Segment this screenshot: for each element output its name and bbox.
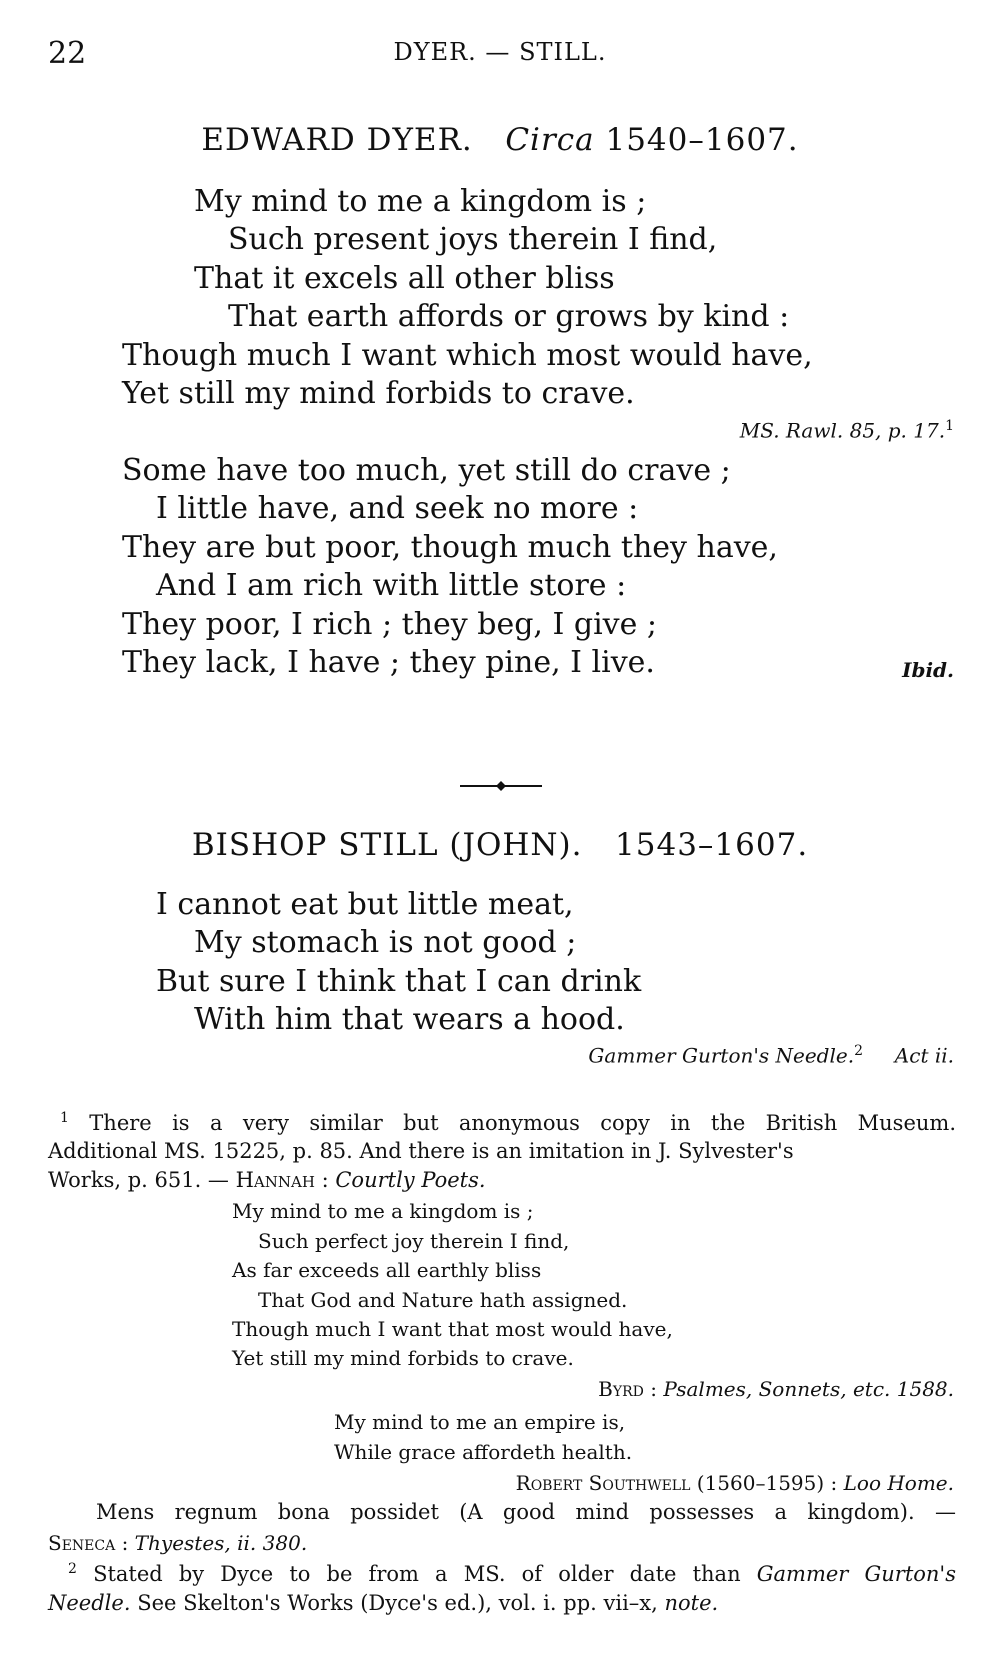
page-number: 22: [48, 36, 87, 71]
southwell-attribution: Robert Southwell (1560–1595) : Loo Home.: [515, 1471, 954, 1495]
dyer-line-12: They lack, I have ; they pine, I live.: [122, 645, 655, 680]
footnote-1-line-3: Works, p. 651. — Hannah : Courtly Poets.: [48, 1168, 486, 1192]
byrd-line-1: My mind to me a kingdom is ;: [232, 1199, 534, 1223]
still-line-1: I cannot eat but little meat,: [156, 887, 574, 922]
dyer-line-8: I little have, and seek no more :: [156, 491, 639, 526]
seneca-line: Mens regnum bona possidet (A good mind possesses a kingdom). —: [96, 1500, 956, 1524]
dyer-line-6: Yet still my mind forbids to crave.: [122, 376, 635, 411]
southwell-line-1: My mind to me an empire is,: [334, 1410, 626, 1434]
dyer-source-2: Ibid.: [902, 658, 954, 682]
dyer-name: EDWARD DYER.: [201, 122, 473, 158]
dyer-dates: 1540–1607.: [605, 122, 799, 158]
byrd-line-2: Such perfect joy therein I find,: [258, 1229, 570, 1253]
still-line-3: But sure I think that I can drink: [156, 964, 642, 999]
dyer-source-1: MS. Rawl. 85, p. 17.$^1$: [739, 418, 954, 443]
dyer-line-7: Some have too much, yet still do crave ;: [122, 453, 731, 488]
footnote-ref-2[interactable]: 2: [854, 1043, 863, 1059]
dyer-line-9: They are but poor, though much they have,: [122, 530, 778, 565]
byrd-line-3: As far exceeds all earthly bliss: [232, 1258, 542, 1282]
dyer-line-3: That it excels all other bliss: [194, 261, 615, 296]
dyer-line-4: That earth affords or grows by kind :: [228, 299, 790, 334]
byrd-line-6: Yet still my mind forbids to crave.: [232, 1346, 574, 1370]
still-line-4: With him that wears a hood.: [194, 1002, 625, 1037]
dyer-line-11: They poor, I rich ; they beg, I give ;: [122, 607, 658, 642]
dyer-title: [0, 122, 1000, 158]
dyer-circa: Circa: [505, 122, 595, 158]
still-act: Act ii.: [894, 1043, 954, 1068]
footnote-ref-1[interactable]: 1: [945, 418, 954, 434]
still-name: BISHOP STILL (JOHN).: [191, 827, 583, 863]
dyer-line-2: Such present joys therein I find,: [228, 222, 718, 257]
footnote-1-marker: 1: [60, 1110, 69, 1126]
dyer-line-1: My mind to me a kingdom is ;: [194, 184, 647, 219]
dyer-line-10: And I am rich with little store :: [156, 568, 627, 603]
still-title: [0, 827, 1000, 863]
footnote-1-line-2: Additional MS. 15225, p. 85. And there is an imitation in J. Sylvester's: [48, 1139, 794, 1163]
footnote-2-marker: 2: [68, 1561, 77, 1577]
section-divider-ornament: [460, 780, 542, 792]
byrd-line-5: Though much I want that most would have,: [232, 1317, 673, 1341]
hannah-author: Hannah :: [235, 1168, 329, 1192]
still-line-2: My stomach is not good ;: [194, 925, 577, 960]
running-title: DYER. — STILL.: [393, 38, 607, 66]
seneca-attribution: Seneca : Thyestes, ii. 380.: [48, 1531, 308, 1555]
still-source: Gammer Gurton's Needle.$^2$ Act ii.: [588, 1043, 954, 1068]
courtly-poets: Courtly Poets.: [335, 1168, 486, 1192]
southwell-line-2: While grace affordeth health.: [334, 1440, 633, 1464]
footnote-1-line-1: $^1$ There is a very similar but anonymous copy in the British Museum.: [60, 1110, 956, 1135]
footnote-2-line-2: Needle. See Skelton's Works (Dyce's ed.), vol. i. pp. vii–x, note.: [48, 1591, 719, 1615]
byrd-line-4: That God and Nature hath assigned.: [258, 1288, 628, 1312]
footnote-2-line-1: $^2$ Stated by Dyce to be from a MS. of older date than Gammer Gurton's: [68, 1561, 956, 1586]
dyer-line-5: Though much I want which most would have,: [122, 338, 813, 373]
byrd-attribution: Byrd : Psalmes, Sonnets, etc. 1588.: [598, 1377, 954, 1401]
still-dates: 1543–1607.: [615, 827, 809, 863]
